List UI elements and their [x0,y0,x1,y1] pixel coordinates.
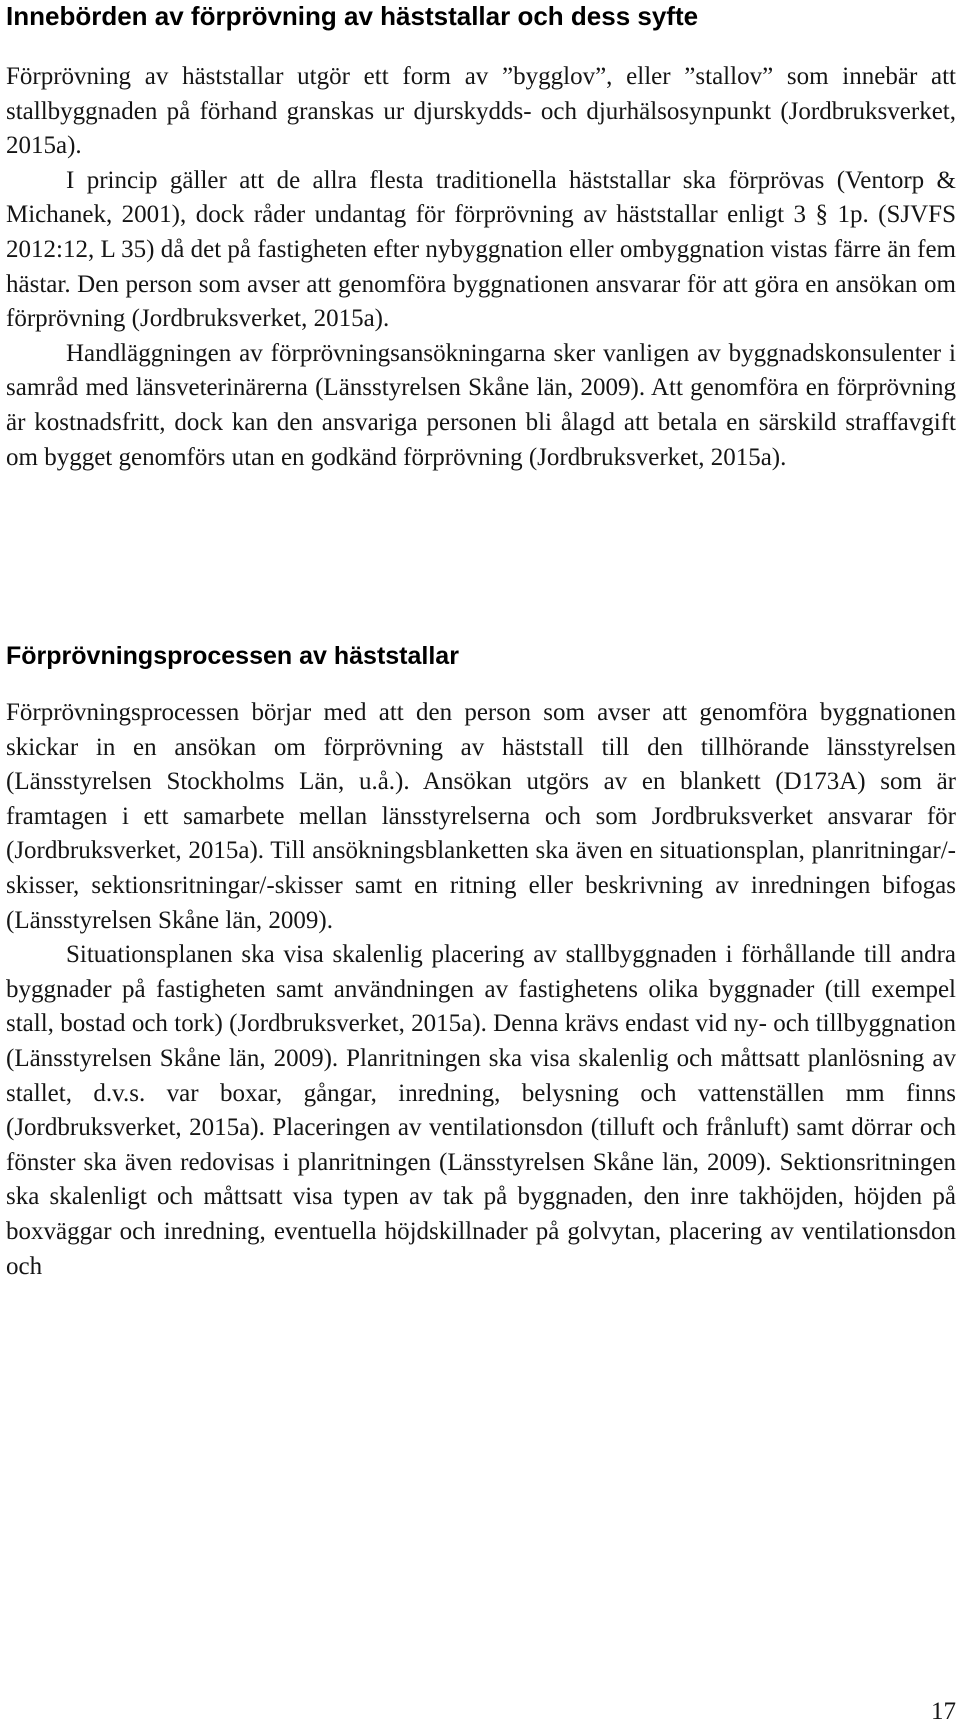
paragraph: Förprövning av häststallar utgör ett form av ”bygglov”, eller ”stallov” som innebär att stallbyggnaden på förhand granskas ur djurskydds- och djurhälsosynpunkt (Jordbruksverket, 2015a). [6,63,956,160]
section-purpose-body [6,60,956,475]
section-heading-process: Förprövningsprocessen av häststallar [6,642,459,670]
paragraph: I princip gäller att de allra flesta traditionella häststallar ska förprövas (Ventorp & Michanek, 2001), dock råder undantag för förprövning av häststallar enligt 3 § 1p. (SJVFS 2012:12, L 35) då det på fastigheten efter nybyggnation eller ombyggnation vistas färre än fem hästar. Den person som avser att genomföra byggnationen ansvarar för att göra en ansökan om förprövning (Jordbruksverket, 2015a). [6,166,956,333]
paragraph: Situationsplanen ska visa skalenlig placering av stallbyggnaden i förhållande till andra byggnader på fastigheten samt användningen av fastighetens olika byggnader (till exempel stall, bostad och tork) (Jordbruksverket, 2015a). Denna krävs endast vid ny- och tillbyggnation (Länsstyrelsen Skåne län, 2009). Planritningen ska visa skalenlig och måttsatt planlösning av stallet, d.v.s. var boxar, gångar, inredning, belysning och vattenställen mm finns (Jordbruksverket, 2015a). Placeringen av ventilationsdon (tilluft och frånluft) samt dörrar och fönster ska även redovisas i planritningen (Länsstyrelsen Skåne län, 2009). Sektionsritningen ska skalenligt och måttsatt visa typen av tak på byggnaden, den inre takhöjden, höjden på boxväggar och inredning, eventuella höjdskillnader på golvytan, placering av ventilationsdon och [6,941,956,1280]
page-number: 17 [931,1698,956,1725]
section-process-body [6,696,956,1284]
paragraph: Förprövningsprocessen börjar med att den person som avser att genomföra byggnationen skickar in en ansökan om förprövning av häststall till den tillhörande länsstyrelsen (Länsstyrelsen Stockholms Län, u.å.). Ansökan utgörs av en blankett (D173A) som är framtagen i ett samarbete mellan länsstyrelserna och som Jordbruksverket ansvarar för (Jordbruksverket, 2015a). Till ansökningsblanketten ska även en situationsplan, planritningar/-skisser, sektionsritningar/-skisser samt en ritning eller beskrivning av inredningen bifogas (Länsstyrelsen Skåne län, 2009). [6,699,956,934]
section-heading-purpose: Innebörden av förprövning av häststallar och dess syfte [6,1,699,31]
paragraph: Handläggningen av förprövningsansökningarna sker vanligen av byggnadskonsulenter i samråd med länsveterinärerna (Länsstyrelsen Skåne län, 2009). Att genomföra en förprövning är kostnadsfritt, dock kan den ansvariga personen bli ålagd att betala en särskild straffavgift om bygget genomförs utan en godkänd förprövning (Jordbruksverket, 2015a). [6,339,956,471]
